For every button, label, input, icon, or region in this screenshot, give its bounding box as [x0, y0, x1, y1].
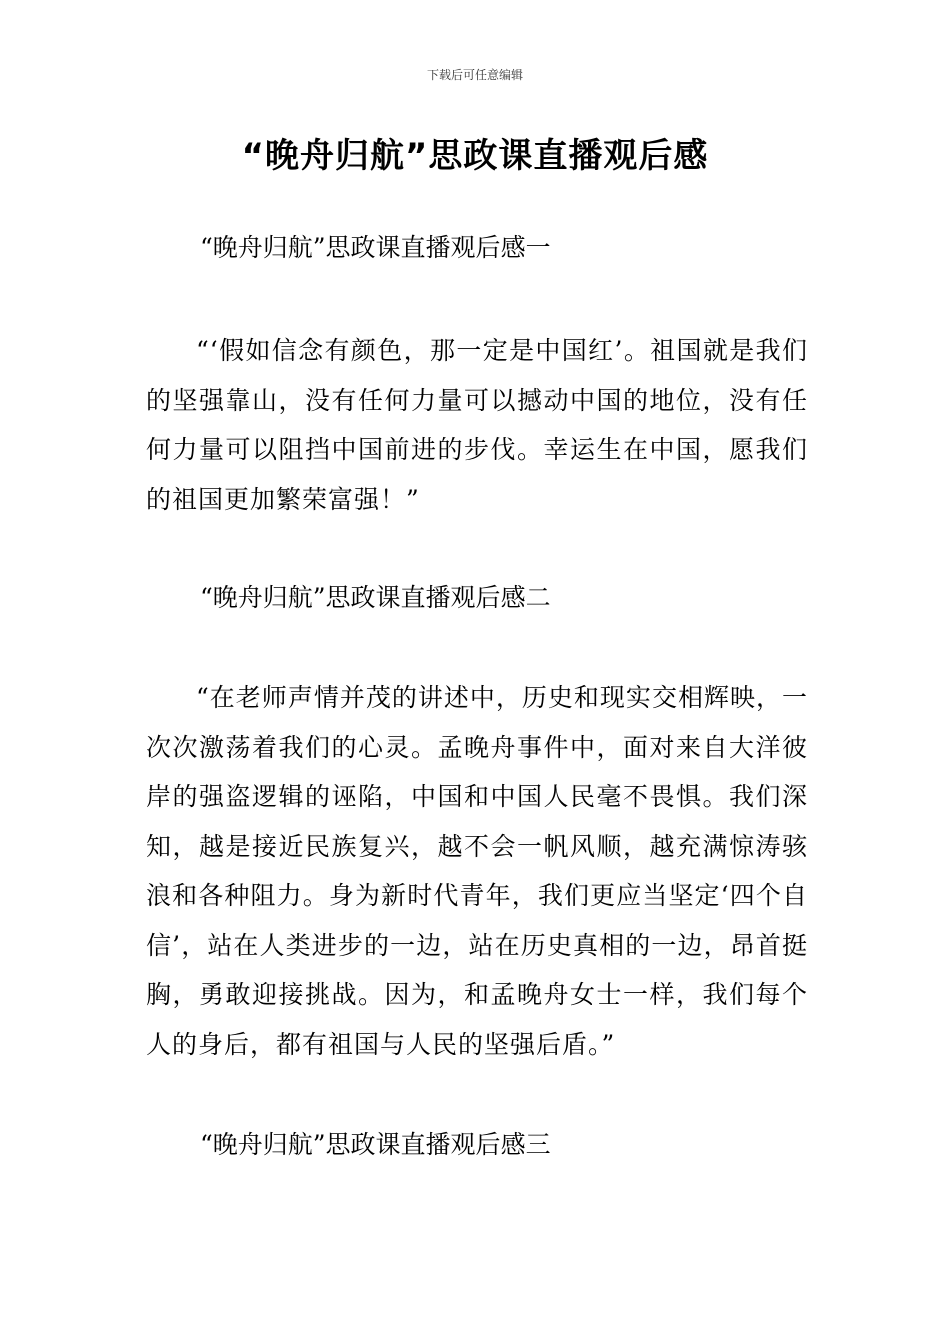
section-paragraph-2: “在老师声情并茂的讲述中，历史和现实交相辉映，一次次激荡着我们的心灵。孟晚舟事件中，面对来自大洋彼岸的强盗逻辑的诬陷，中国和中国人民毫不畏惧。我们深知，越是接近民族复兴，越不会一帆风顺，越充满惊涛骇浪和各种阻力。身为新时代青年，我们更应当坚定‘四个自信’，站在人类进步的一边，站在历史真相的一边，昂首挺胸，勇敢迎接挑战。因为，和孟晚舟女士一样，我们每个人的身后，都有祖国与人民的坚强后盾。”: [146, 683, 808, 1059]
section-heading-2: “晚舟归航”思政课直播观后感二: [200, 583, 551, 612]
section-paragraph-1: “‘假如信念有颜色，那一定是中国红’。祖国就是我们的坚强靠山，没有任何力量可以撼动中国的地位，没有任何力量可以阻挡中国前进的步伐。幸运生在中国，愿我们的祖国更加繁荣富强！”: [146, 336, 808, 514]
header-note: 下载后可任意编辑: [426, 68, 523, 82]
section-body-1: [146, 326, 808, 524]
section-body-2: [146, 673, 808, 1069]
section-heading-1: “晚舟归航”思政课直播观后感一: [200, 233, 551, 262]
section-heading-3: “晚舟归航”思政课直播观后感三: [200, 1130, 551, 1159]
document-title: “晚舟归航”思政课直播观后感: [241, 136, 709, 176]
